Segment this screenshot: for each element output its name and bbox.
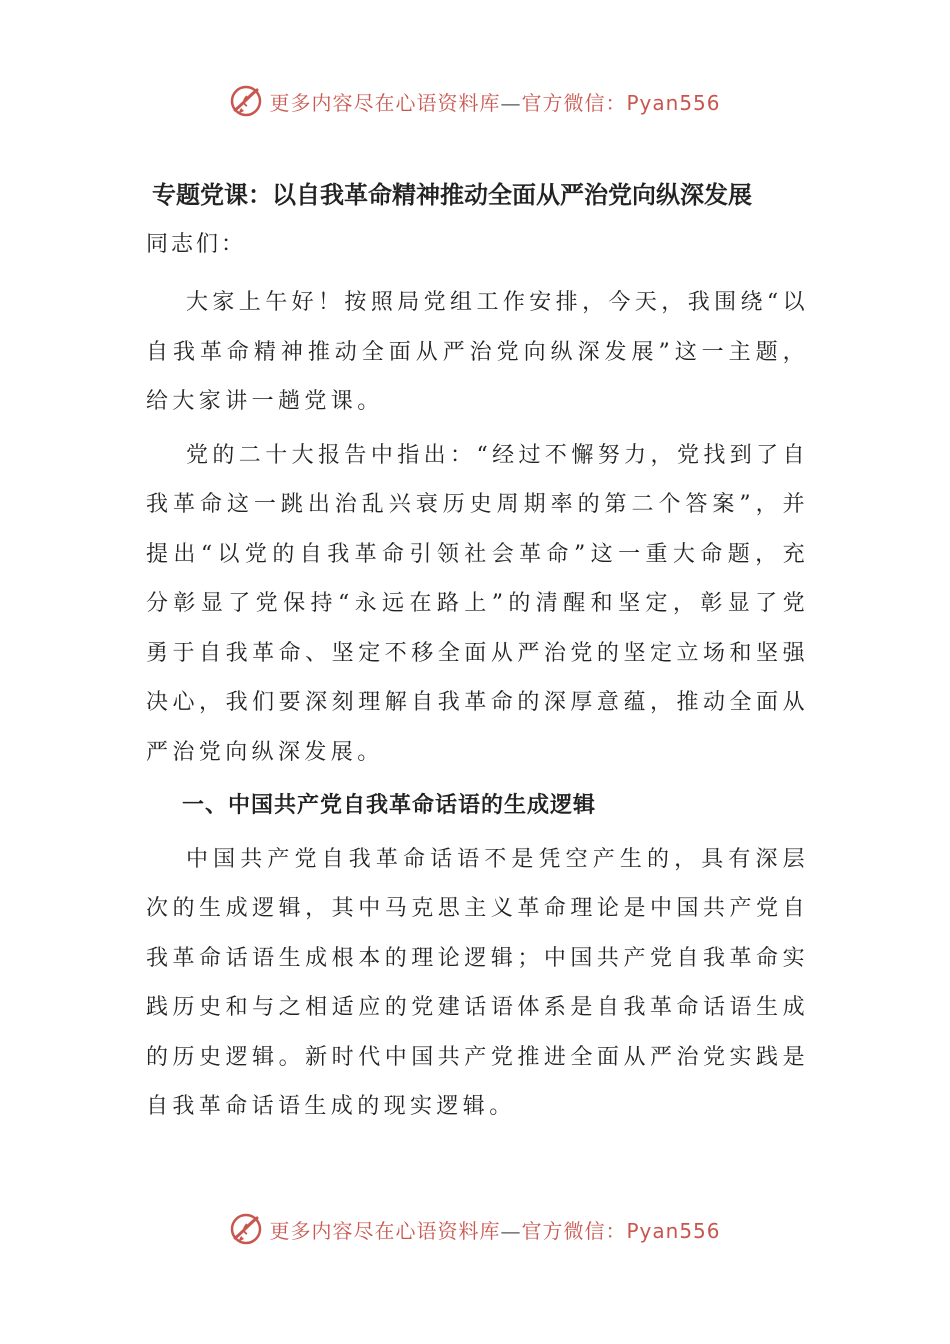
salutation: 同志们： (146, 232, 247, 257)
paragraph-report: 党的二十大报告中指出：“经过不懈努力，党找到了自我革命这一跳出治乱兴衰历史周期率的第二个答案”，并提出“以党的自我革命引领社会革命”这一重大命题，充分彰显了党保持“永远在路上”的清醒和坚定，彰显了党勇于自我革命、坚定不移全面从严治党的坚定立场和坚强决心，我们要深刻理解自我革命的深厚意蕴，推动全面从严治党向纵深发展。 (146, 442, 809, 765)
pen-logo-icon (229, 1212, 263, 1246)
watermark-text (269, 1215, 720, 1244)
watermark-wechat-id: Pyan556 (626, 90, 721, 115)
watermark-dash: — (500, 1218, 522, 1243)
header-watermark (0, 84, 950, 118)
watermark-wechat-id: Pyan556 (626, 1218, 721, 1243)
watermark-main: 更多内容尽在心语资料库 (269, 90, 501, 115)
watermark-text (269, 87, 720, 116)
document-title: 专题党课：以自我革命精神推动全面从严治党向纵深发展 (152, 181, 752, 209)
pen-logo-icon (229, 84, 263, 118)
paragraph-section: 中国共产党自我革命话语不是凭空产生的，具有深层次的生成逻辑，其中马克思主义革命理论是中国共产党自我革命话语生成根本的理论逻辑；中国共产党自我革命实践历史和与之相适应的党建话语体系是自我革命话语生成的历史逻辑。新时代中国共产党推进全面从严治党实践是自我革命话语生成的现实逻辑。 (146, 846, 809, 1119)
section-heading: 一、中国共产党自我革命话语的生成逻辑 (182, 793, 597, 818)
watermark-wechat-label: 官方微信： (521, 1218, 627, 1243)
watermark-dash: — (500, 90, 522, 115)
watermark-main: 更多内容尽在心语资料库 (269, 1218, 501, 1243)
document-body (146, 278, 809, 1136)
paragraph-intro: 大家上午好！按照局党组工作安排，今天，我围绕“以自我革命精神推动全面从严治党向纵深发展”这一主题，给大家讲一趟党课。 (146, 290, 809, 414)
watermark-wechat-label: 官方微信： (521, 90, 627, 115)
footer-watermark (0, 1212, 950, 1246)
